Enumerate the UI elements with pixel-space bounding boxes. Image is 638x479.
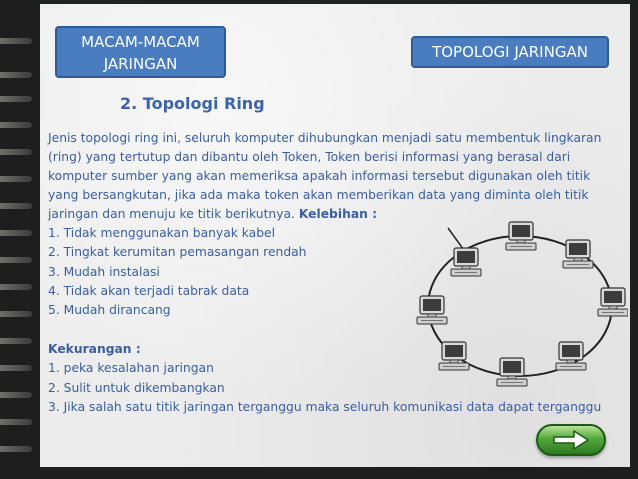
list-item: 2. Tingkat kerumitan pemasangan rendah: [48, 245, 307, 260]
list-item: 5. Mudah dirancang: [48, 303, 171, 318]
macam-button-label-line1: MACAM-MACAM: [81, 33, 200, 51]
strip-mark: [0, 446, 32, 452]
strip-mark: [0, 284, 32, 290]
strip-mark: [0, 176, 32, 182]
list-item: 3. Mudah instalasi: [48, 264, 160, 279]
description-line5-text: jaringan dan menuju ke titik berikutnya.: [48, 207, 299, 221]
macam-button-label-line2: JARINGAN: [103, 55, 178, 73]
strip-mark: [0, 122, 32, 128]
computer-icon: [451, 248, 481, 276]
strip-mark: [0, 149, 32, 155]
computer-icon: [439, 342, 469, 370]
list-item: 3. Jika salah satu titik jaringan terganggu maka seluruh komunikasi data dapat terganggu: [48, 399, 602, 414]
right-arrow-icon: [552, 429, 590, 451]
computer-icon: [598, 288, 628, 316]
strip-mark: [0, 257, 32, 263]
description-line: (ring) yang tertutup dan dibantu oleh Token, Token berisi informasi yang berasal dari: [48, 150, 571, 164]
strip-mark: [0, 230, 32, 236]
list-item: 4. Tidak akan terjadi tabrak data: [48, 283, 250, 298]
right-border: [630, 0, 638, 479]
strip-mark: [0, 38, 32, 44]
slide-panel: [40, 4, 630, 467]
next-button[interactable]: [536, 424, 606, 456]
strip-mark: [0, 311, 32, 317]
strip-mark: [0, 96, 32, 102]
description-paragraph: [48, 129, 630, 224]
strip-mark: [0, 392, 32, 398]
left-decorative-strip: [0, 0, 40, 479]
computer-icon: [417, 296, 447, 324]
disadvantages-heading: Kekurangan :: [48, 342, 141, 356]
computer-icon: [556, 342, 586, 370]
macam-macam-jaringan-button[interactable]: [55, 26, 226, 78]
list-item: 1. Tidak menggunakan banyak kabel: [48, 226, 275, 240]
section-title: 2. Topologi Ring: [120, 94, 265, 113]
description-line: komputer sumber yang akan memeriksa apakah informasi tersebut digunakan oleh titik: [48, 169, 591, 183]
ring-topology-diagram: [408, 214, 628, 394]
strip-mark: [0, 203, 32, 209]
description-line: yang bersangkutan, jika ada maka token akan memberikan data yang diminta oleh titik: [48, 188, 589, 202]
computer-icon: [506, 222, 536, 250]
strip-mark: [0, 365, 32, 371]
list-item: 2. Sulit untuk dikembangkan: [48, 380, 225, 395]
strip-mark: [0, 338, 32, 344]
computer-icon: [563, 240, 593, 268]
strip-mark: [0, 72, 32, 78]
bottom-border: [0, 467, 638, 479]
list-item: 1. peka kesalahan jaringan: [48, 361, 214, 376]
strip-mark: [0, 419, 32, 425]
topologi-jaringan-button[interactable]: TOPOLOGI JARINGAN: [411, 36, 609, 68]
description-line: Jenis topologi ring ini, seluruh komputer dihubungkan menjadi satu membentuk lingkaran: [48, 131, 602, 145]
computer-icon: [497, 358, 527, 386]
advantages-list: [48, 224, 306, 320]
advantages-heading: Kelebihan :: [298, 207, 378, 221]
